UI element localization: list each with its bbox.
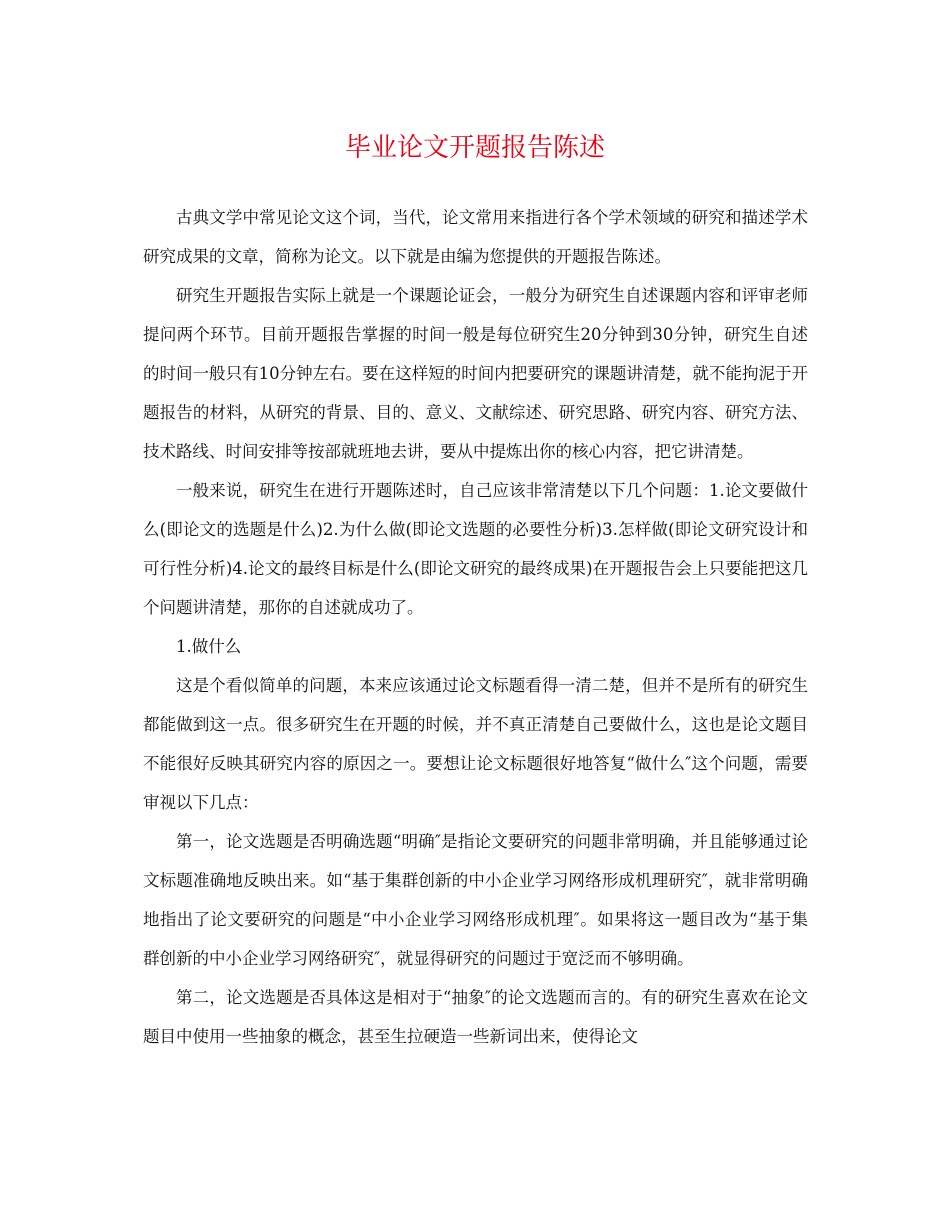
- document-title: 毕业论文开题报告陈述: [344, 133, 605, 163]
- paragraph-what-explanation: 这是个看似简单的问题，本来应该通过论文标题看得一清二楚，但并不是所有的研究生都能做到这一点。很多研究生在开题的时候，并不真正清楚自己要做什么，这也是论文题目不能很好反映其研究内容的原因之一。要想让论文标题很好地答复“做什么″这个问题，需要审视以下几点：: [143, 676, 808, 812]
- paragraph-defense-overview: 研究生开题报告实际上就是一个课题论证会，一般分为研究生自述课题内容和评审老师提问两个环节。目前开题报告掌握的时间一般是每位研究生20分钟到30分钟，研究生自述的时间一般只有10分钟左右。要在这样短的时间内把要研究的课题讲清楚，就不能拘泥于开题报告的材料，从研究的背景、目的、意义、文献综述、研究思路、研究内容、研究方法、技术路线、时间安排等按部就班地去讲，要从中提炼出你的核心内容，把它讲清楚。: [143, 286, 808, 461]
- document-body: [143, 198, 808, 1056]
- paragraph-key-questions: 一般来说，研究生在进行开题陈述时，自己应该非常清楚以下几个问题：1.论文要做什么(即论文的选题是什么)2.为什么做(即论文选题的必要性分析)3.怎样做(即论文研究设计和可行性分析)4.论文的最终目标是什么(即论文研究的最终成果)在开题报告会上只要能把这几个问题讲清楚，那你的自述就成功了。: [143, 481, 808, 617]
- section-heading-what: 1.做什么: [176, 637, 242, 656]
- paragraph-first-point: 第一，论文选题是否明确选题“明确″是指论文要研究的问题非常明确，并且能够通过论文标题准确地反映出来。如“基于集群创新的中小企业学习网络形成机理研究″，就非常明确地指出了论文要研究的问题是“中小企业学习网络形成机理″。如果将这一题目改为“基于集群创新的中小企业学习网络研究″，就显得研究的问题过于宽泛而不够明确。: [143, 832, 808, 968]
- paragraph-intro: 古典文学中常见论文这个词，当代，论文常用来指进行各个学术领域的研究和描述学术研究成果的文章，简称为论文。以下就是由编为您提供的开题报告陈述。: [143, 208, 808, 266]
- paragraph-second-point: 第二，论文选题是否具体这是相对于“抽象″的论文选题而言的。有的研究生喜欢在论文题目中使用一些抽象的概念，甚至生拉硬造一些新词出来，使得论文: [143, 988, 808, 1046]
